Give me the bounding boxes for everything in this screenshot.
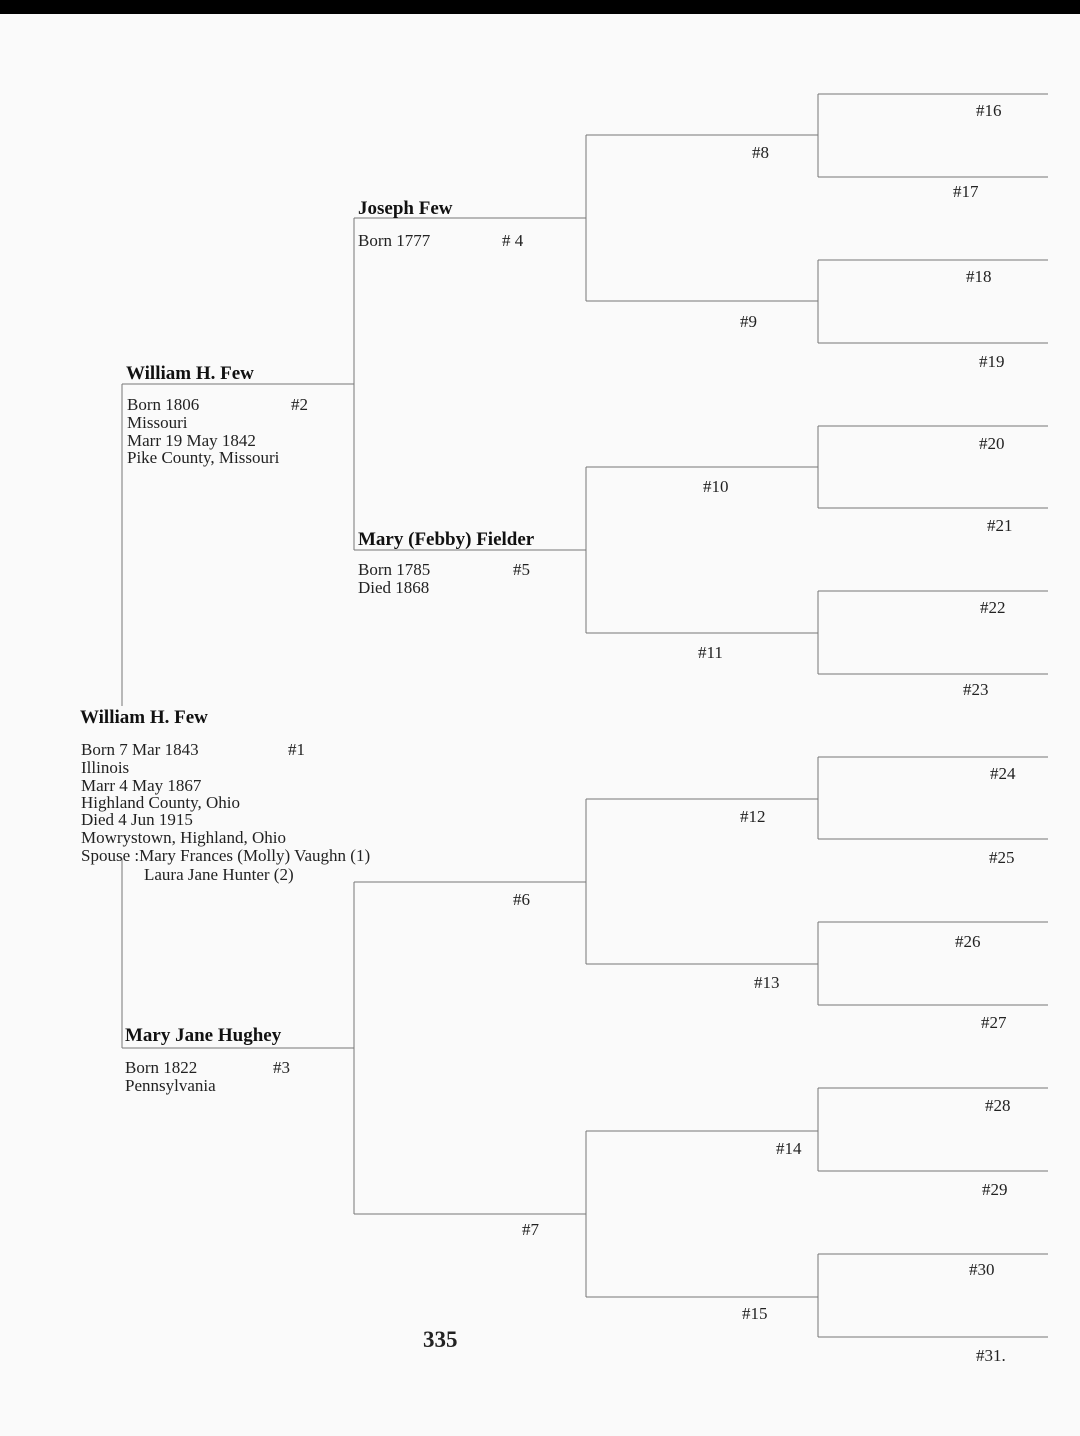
ancestor-number-27: #27 xyxy=(981,1013,1007,1032)
person-2-name: William H. Few xyxy=(126,363,254,384)
person-2-birthplace: Missouri xyxy=(127,413,188,432)
ancestor-number-31: #31. xyxy=(976,1346,1006,1365)
ancestor-number-12: #12 xyxy=(740,807,766,826)
person-4-number: # 4 xyxy=(502,231,524,250)
person-1-died: Died 4 Jun 1915 xyxy=(81,810,193,829)
ancestor-number-13: #13 xyxy=(754,973,780,992)
ancestor-number-10: #10 xyxy=(703,477,729,496)
ancestor-number-11: #11 xyxy=(698,643,723,662)
person-3-name: Mary Jane Hughey xyxy=(125,1025,282,1046)
ancestor-number-17: #17 xyxy=(953,182,979,201)
ancestor-number-28: #28 xyxy=(985,1096,1011,1115)
ancestor-number-22: #22 xyxy=(980,598,1006,617)
person-1-number: #1 xyxy=(288,740,305,759)
person-2-number: #2 xyxy=(291,395,308,414)
person-1-birthplace: Illinois xyxy=(81,758,130,777)
person-5-name: Mary (Febby) Fielder xyxy=(358,529,535,550)
person-1-married: Marr 4 May 1867 xyxy=(81,776,202,795)
person-3-number: #3 xyxy=(273,1058,290,1077)
person-1-spouse-1: Spouse :Mary Frances (Molly) Vaughn (1) xyxy=(81,846,371,865)
person-4-born: Born 1777 xyxy=(358,231,431,250)
person-1-born: Born 7 Mar 1843 xyxy=(81,740,199,759)
ancestor-number-18: #18 xyxy=(966,267,992,286)
ancestor-number-8: #8 xyxy=(752,143,769,162)
ancestor-number-25: #25 xyxy=(989,848,1015,867)
ancestor-number-15: #15 xyxy=(742,1304,768,1323)
ancestor-number-20: #20 xyxy=(979,434,1005,453)
person-2-born: Born 1806 xyxy=(127,395,200,414)
ancestor-number-24: #24 xyxy=(990,764,1016,783)
person-1-death-place: Mowrystown, Highland, Ohio xyxy=(81,828,286,847)
person-2-marriage-place: Pike County, Missouri xyxy=(127,448,280,467)
ancestor-number-7: #7 xyxy=(522,1220,539,1239)
ancestor-number-9: #9 xyxy=(740,312,757,331)
ancestor-number-30: #30 xyxy=(969,1260,995,1279)
person-5-born: Born 1785 xyxy=(358,560,431,579)
ancestor-number-23: #23 xyxy=(963,680,989,699)
ancestor-number-21: #21 xyxy=(987,516,1013,535)
person-5-number: #5 xyxy=(513,560,530,579)
person-4-name: Joseph Few xyxy=(358,198,453,219)
person-1-name: William H. Few xyxy=(80,707,208,728)
ancestor-number-26: #26 xyxy=(955,932,981,951)
ancestor-number-14: #14 xyxy=(776,1139,802,1158)
person-5-died: Died 1868 xyxy=(358,578,430,597)
ancestor-number-29: #29 xyxy=(982,1180,1008,1199)
person-1-marriage-place: Highland County, Ohio xyxy=(81,793,240,812)
person-1-spouse-2: Laura Jane Hunter (2) xyxy=(144,865,294,884)
person-3-born: Born 1822 xyxy=(125,1058,198,1077)
page-number: 335 xyxy=(423,1327,458,1352)
person-3-birthplace: Pennsylvania xyxy=(125,1076,216,1095)
ancestor-number-16: #16 xyxy=(976,101,1002,120)
ancestor-number-6: #6 xyxy=(513,890,530,909)
person-2-married: Marr 19 May 1842 xyxy=(127,431,256,450)
ancestor-number-19: #19 xyxy=(979,352,1005,371)
